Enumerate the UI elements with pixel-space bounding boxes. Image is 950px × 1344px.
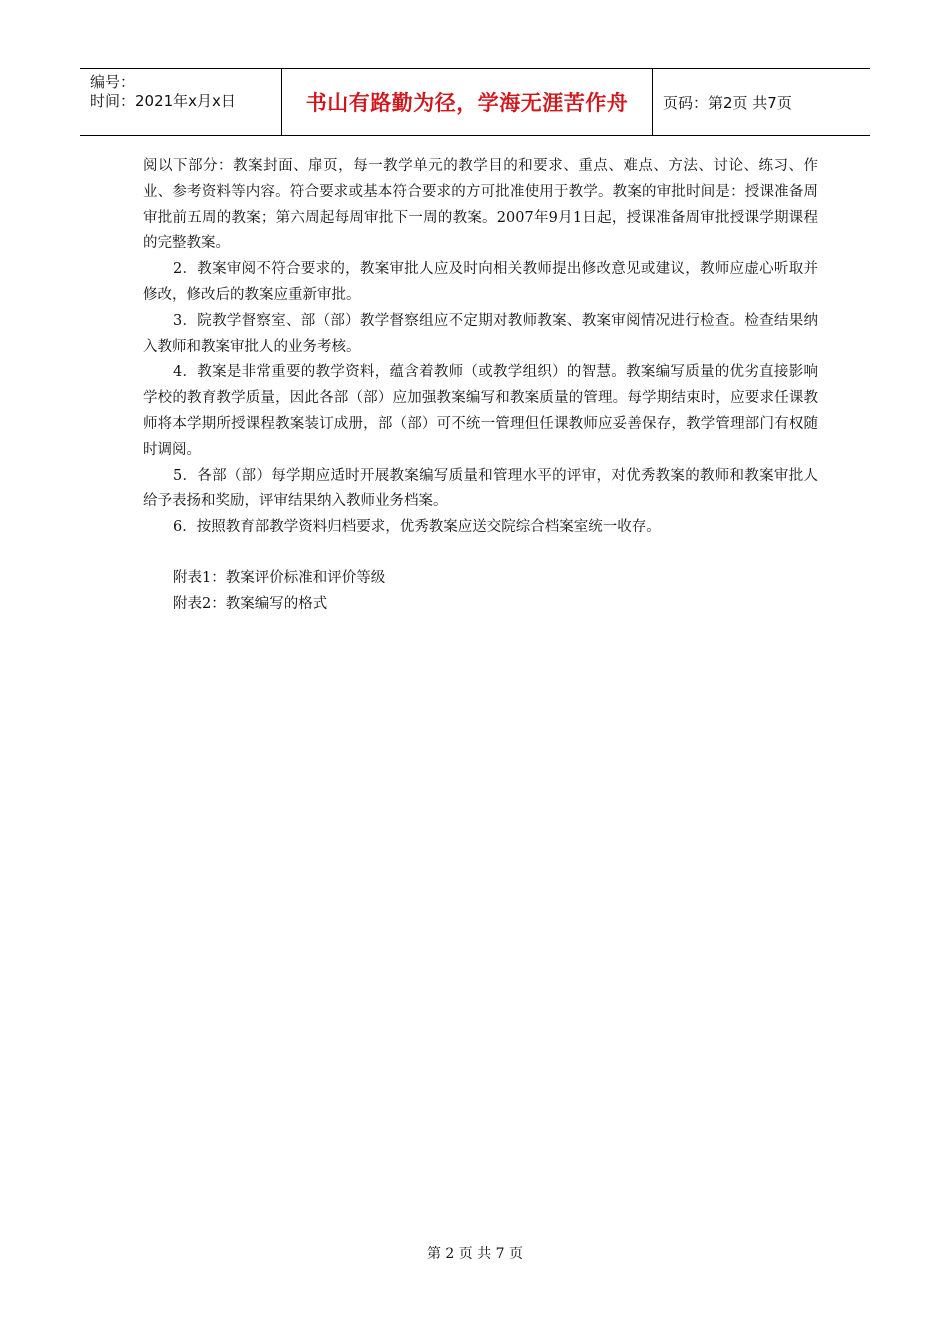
- paragraph-item-3: 3．院教学督察室、部（部）教学督察组应不定期对教师教案、教案审阅情况进行检查。检查结果纳入教师和教案审批人的业务考核。: [143, 312, 818, 355]
- paragraph-item-2: 2．教案审阅不符合要求的，教案审批人应及时向相关教师提出修改意见或建议，教师应虚心听取并修改，修改后的教案应重新审批。: [143, 261, 818, 303]
- header-motto: 书山有路勤为径，学海无涯苦作舟: [282, 69, 653, 135]
- header-meta: [80, 69, 282, 135]
- paragraph-item-6: 6．按照教育部教学资料归档要求，优秀教案应送交院综合档案室统一收存。: [173, 519, 661, 536]
- page-header: [80, 68, 870, 136]
- paragraph-continuation: 阅以下部分：教案封面、扉页，每一教学单元的教学目的和要求、重点、难点、方法、讨论、练习、作业、参考资料等内容。符合要求或基本符合要求的方可批准使用于教学。教案的审批时间是：授课准备周审批前五周的教案；第六周起每周审批下一周的教案。2007年9月1日起，授课准备周审批授课学期课程的完整教案。: [143, 158, 818, 252]
- paragraph-item-4: 4．教案是非常重要的教学资料，蕴含着教师（或教学组织）的智慧。教案编写质量的优劣直接影响学校的教育教学质量，因此各部（部）应加强教案编写和教案质量的管理。每学期结束时，应要求任课教师将本学期所授课程教案装订成册，部（部）可不统一管理但任课教师应妥善保存，教学管理部门有权随时调阅。: [143, 364, 818, 458]
- document-number-label: 编号：: [90, 73, 136, 91]
- paragraph-item-5: 5．各部（部）每学期应适时开展教案编写质量和管理水平的评审，对优秀教案的教师和教案审批人给予表扬和奖励，评审结果纳入教师业务档案。: [143, 467, 818, 510]
- document-body: [143, 154, 818, 618]
- spacer: [143, 541, 818, 566]
- attachment-2: 附表2：教案编写的格式: [173, 595, 328, 612]
- page-footer: 第 2 页 共 7 页: [426, 1246, 524, 1262]
- attachment-1: 附表1：教案评价标准和评价等级: [173, 569, 386, 586]
- document-date: 时间：2021年x月x日: [90, 92, 236, 110]
- header-page-info: 页码：第2页 共7页: [663, 93, 792, 112]
